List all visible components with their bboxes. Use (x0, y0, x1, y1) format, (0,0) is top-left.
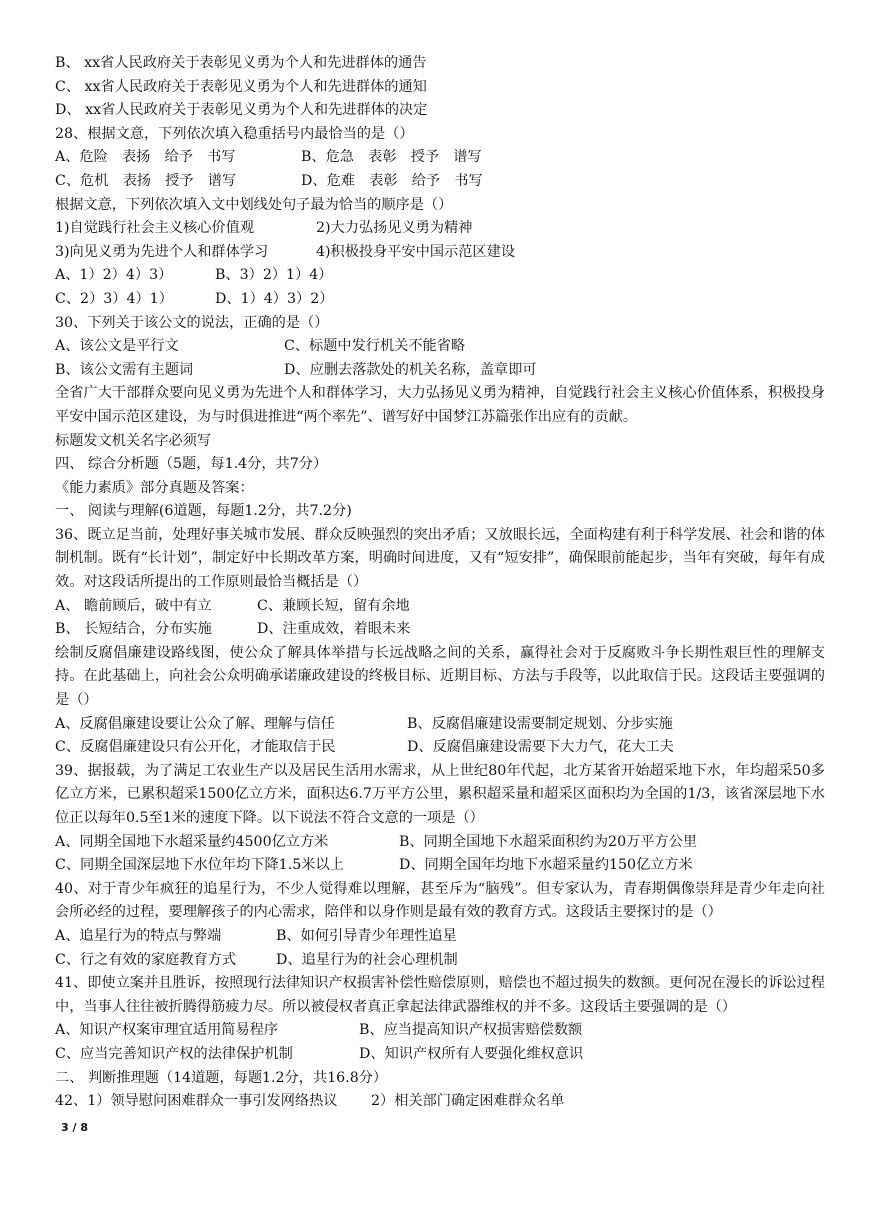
q27-option-c: C、 xx省人民政府关于表彰见义勇为个人和先进群体的通知 (55, 78, 427, 95)
q37-option-b: B、反腐倡廉建设需要制定规划、分步实施 (407, 715, 673, 732)
q40-options-row-2 (55, 949, 825, 973)
section-heading-4: 四、 综合分析题（5题，每1.4分，共7分） (55, 456, 328, 473)
q27-option-b: B、 xx省人民政府关于表彰见义勇为个人和先进群体的通告 (55, 55, 427, 71)
q27-option-d: D、 xx省人民政府关于表彰见义勇为个人和先进群体的决定 (55, 102, 428, 119)
q39-option-b: B、同期全国地下水超采面积约为20万平方公里 (399, 833, 698, 850)
q30-options-row-2 (55, 359, 825, 383)
document-body (55, 52, 825, 1114)
q30-option-c: C、标题中发行机关不能省略 (284, 338, 466, 355)
q41-options-row-2 (55, 1043, 825, 1067)
q40-option-a: A、追星行为的特点与弊端 (55, 927, 222, 944)
q39-option-a: A、同期全国地下水超采量约4500亿立方米 (55, 833, 329, 850)
q36-option-a: A、 瞻前顾后，破中有立 (55, 597, 212, 614)
q41-option-d: D、知识产权所有人要强化维权意识 (359, 1045, 584, 1062)
q29-options-row-2 (55, 288, 825, 312)
q36-option-b: B、 长短结合，分布实施 (55, 621, 212, 638)
q37-options-row-1 (55, 713, 825, 737)
q42-item-2: 2）相关部门确定困难群众名单 (371, 1093, 565, 1110)
q37-option-a: A、反腐倡廉建设要让公众了解、理解与信任 (55, 715, 335, 732)
q29-option-d: D、1）4）3）2） (215, 290, 334, 307)
q36-option-d: D、注重成效，着眼未来 (257, 621, 411, 638)
q29-stem: 根据文意，下列依次填入文中划线处句子最为恰当的顺序是（） (55, 196, 453, 213)
q41-option-c: C、应当完善知识产权的法律保护机制 (55, 1045, 293, 1062)
section-heading-1: 一、 阅读与理解(6道题，每题1.2分，共7.2分) (55, 503, 352, 520)
q28-options-row-2 (55, 170, 825, 194)
answer-paragraph: 全省广大干部群众要向见义勇为先进个人和群体学习，大力弘扬见义勇为精神，自觉践行社会主义核心价值体系，积极投身平安中国示范区建设，为与时俱进推进“两个率先”、谱写好中国梦江苏篇张作出应有的贡献。 (55, 385, 825, 425)
q36-option-c: C、兼顾长短，留有余地 (257, 597, 410, 614)
q36-options-row-2 (55, 618, 825, 642)
q41-options-row-1 (55, 1019, 825, 1043)
q30-option-d: D、应删去落款处的机关名称，盖章即可 (284, 361, 537, 378)
q30-option-b: B、该公文需有主题词 (55, 361, 194, 378)
q37-option-d: D、反腐倡廉建设需要下大力气，花大工夫 (407, 739, 674, 756)
q28-option-d: D、危难 表彰 给予 书写 (301, 172, 483, 189)
q37-stem: 绘制反腐倡廉建设路线图，使公众了解具体举措与长远战略之间的关系，赢得社会对于反腐败斗争长期性艰巨性的理解支持。在此基础上，向社会公众明确承诺廉政建设的终极目标、近期目标、方法与手段等，以此取信于民。这段话主要强调的是（） (55, 644, 825, 709)
q29-option-c: C、2）3）4）1） (55, 290, 173, 307)
q41-option-b: B、应当提高知识产权损害赔偿数额 (359, 1022, 583, 1039)
q30-option-a: A、该公文是平行文 (55, 338, 179, 355)
title-note: 标题发文机关名字必须写 (55, 432, 212, 449)
q30-stem: 30、下列关于该公文的说法，正确的是（） (55, 314, 329, 331)
q42-item-1: 42、1）领导慰问困难群众一事引发网络热议 (55, 1093, 338, 1110)
q36-stem: 36、既立足当前，处理好事关城市发展、群众反映强烈的突出矛盾；又放眼长远，全面构建有利于科学发展、社会和谐的体制机制。既有“长计划”，制定好中长期改革方案，明确时间进度，又有“短安排”，确保眼前能起步，当年有突破，每年有成效。对这段话所提出的工作原则最恰当概括是（） (55, 526, 825, 591)
section-heading-ability: 《能力素质》部分真题及答案： (55, 479, 254, 496)
q28-stem: 28、根据文意，下列依次填入稳重括号内最恰当的是（） (55, 125, 414, 142)
q40-option-b: B、如何引导青少年理性追星 (276, 927, 457, 944)
q42-items-row (55, 1090, 825, 1114)
page-number: 3 / 8 (61, 1121, 88, 1134)
q37-options-row-2 (55, 736, 825, 760)
q41-option-a: A、知识产权案审理宜适用简易程序 (55, 1022, 279, 1039)
q39-options-row-1 (55, 831, 825, 855)
q29-option-b: B、3）2）1）4） (215, 267, 333, 284)
q29-item-4: 4)积极投身平安中国示范区建设 (316, 243, 516, 260)
q36-options-row-1 (55, 595, 825, 619)
q39-options-row-2 (55, 854, 825, 878)
q40-options-row-1 (55, 925, 825, 949)
q29-item-1: 1)自觉践行社会主义核心价值观 (55, 220, 255, 237)
q29-option-a: A、1）2）4）3） (55, 267, 173, 284)
q40-option-c: C、行之有效的家庭教育方式 (55, 951, 237, 968)
q40-option-d: D、追星行为的社会心理机制 (276, 951, 458, 968)
q29-options-row-1 (55, 264, 825, 288)
q28-option-c: C、危机 表扬 授予 谱写 (55, 172, 237, 189)
q40-stem: 40、对于青少年疯狂的追星行为，不少人觉得难以理解，甚至斥为“脑残”。但专家认为，青春期偶像崇拜是青少年走向社会所必经的过程，要理解孩子的内心需求，陪伴和以身作则是最有效的教育方式。这段话主要探讨的是（） (55, 880, 825, 921)
q41-stem: 41、即使立案并且胜诉，按照现行法律知识产权损害补偿性赔偿原则，赔偿也不超过损失的数额。更何况在漫长的诉讼过程中，当事人往往被折腾得筋疲力尽。所以被侵权者真正拿起法律武器维权的并不多。这段话主要强调的是（） (55, 975, 825, 1015)
q28-options-row-1 (55, 146, 825, 170)
q30-options-row-1 (55, 335, 825, 359)
q29-item-3: 3)向见义勇为先进个人和群体学习 (55, 243, 269, 260)
q28-option-b: B、危急 表彰 授予 谱写 (301, 149, 482, 166)
q37-option-c: C、反腐倡廉建设只有公开化，才能取信于民 (55, 739, 336, 756)
q39-stem: 39、据报载，为了满足工农业生产以及居民生活用水需求，从上世纪80年代起，北方某省开始超采地下水，年均超采50多亿立方米，已累积超采1500亿立方米，面积达6.7万平方公里，累积超采量和超采区面积均为全国的1/3，该省深层地下水位正以每年0.5至1米的速度下降。以下说法不符合文意的一项是（） (55, 762, 825, 826)
q29-items-row-2 (55, 241, 825, 265)
q29-item-2: 2)大力弘扬见义勇为精神 (316, 220, 473, 237)
q39-option-d: D、同期全国年均地下水超采量约150亿立方米 (399, 857, 693, 874)
q39-option-c: C、同期全国深层地下水位年均下降1.5米以上 (55, 857, 344, 874)
section-heading-2: 二、 判断推理题（14道题，每题1.2分，共16.8分） (55, 1069, 388, 1086)
q29-items-row-1 (55, 217, 825, 241)
q28-option-a: A、危险 表扬 给予 书写 (55, 149, 236, 166)
